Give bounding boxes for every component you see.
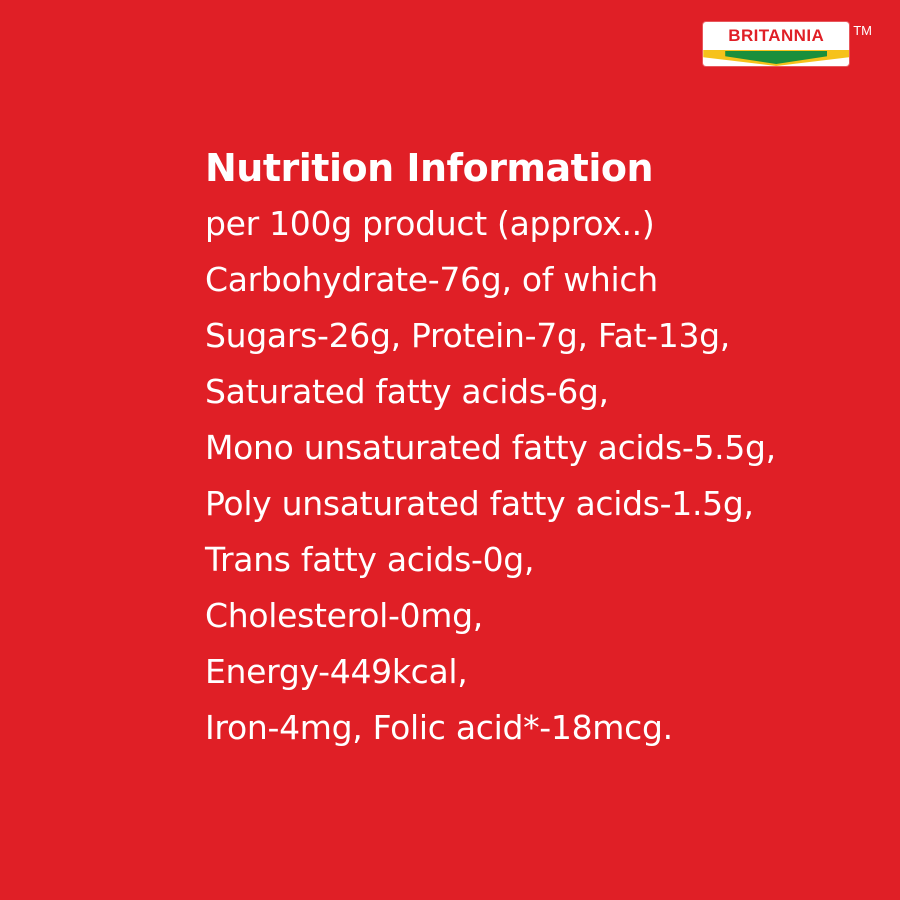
- brand-ribbon-icon: [703, 50, 849, 66]
- nutrition-heading: Nutrition Information: [205, 146, 654, 190]
- nutrition-line: Sugars-26g, Protein-7g, Fat-13g,: [205, 315, 730, 355]
- nutrition-line: Mono unsaturated fatty acids-5.5g,: [205, 427, 776, 467]
- trademark-symbol: TM: [853, 23, 872, 38]
- nutrition-line: Poly unsaturated fatty acids-1.5g,: [205, 483, 754, 523]
- nutrition-information-block: [205, 146, 776, 756]
- nutrition-line: Cholesterol-0mg,: [205, 595, 483, 635]
- brand-shield: [703, 22, 849, 66]
- ribbon-green-shape: [725, 51, 827, 64]
- nutrition-line: Iron-4mg, Folic acid*-18mcg.: [205, 707, 673, 747]
- nutrition-line: Trans fatty acids-0g,: [205, 539, 535, 579]
- brand-name: BRITANNIA: [728, 26, 825, 45]
- nutrition-line: Carbohydrate-76g, of which: [205, 259, 658, 299]
- brand-logo: [703, 22, 872, 66]
- nutrition-line: Saturated fatty acids-6g,: [205, 371, 609, 411]
- nutrition-line: Energy-449kcal,: [205, 651, 468, 691]
- nutrition-line: per 100g product (approx..): [205, 203, 655, 243]
